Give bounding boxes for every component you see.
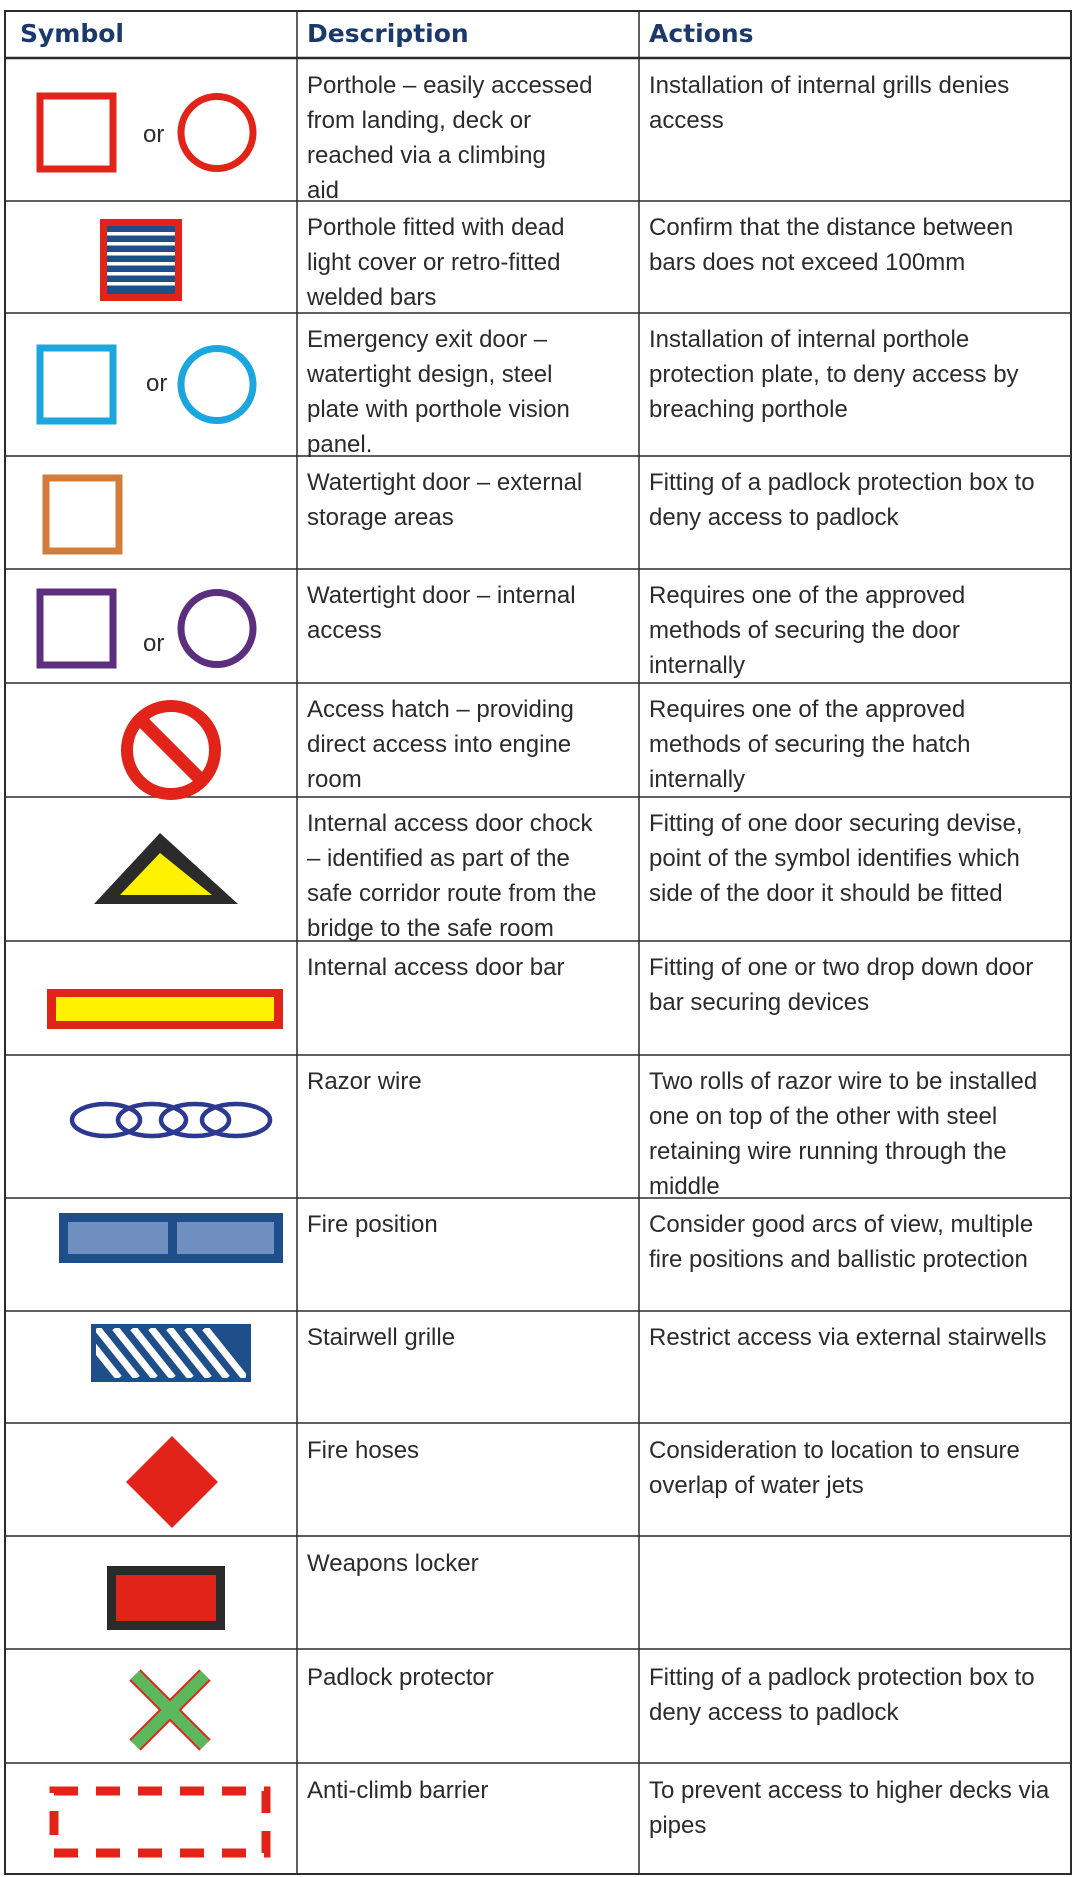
row4-actions: Fitting of a padlock protection box to deny access to padlock <box>649 469 1035 531</box>
razor-wire-icon <box>68 1095 278 1145</box>
row1-description: Porthole – easily accessed from landing, deck or reached via a climbing aid <box>307 72 593 204</box>
row7-actions: Fitting of one door securing devise, point of the symbol identifies which side of the door it should be fitted <box>649 810 1023 907</box>
row13-description: Weapons locker <box>307 1550 479 1577</box>
row9-description: Razor wire <box>307 1068 422 1095</box>
row2-description: Porthole fitted with dead light cover or retro-fitted welded bars <box>307 214 565 311</box>
row7-description: Internal access door chock – identified as part of the safe corridor route from the bridge to the safe room <box>307 810 597 942</box>
watertight-door-external-icon <box>40 472 126 558</box>
door-chock-triangle-icon <box>88 825 248 911</box>
anti-climb-barrier-icon <box>48 1785 278 1861</box>
row4-description: Watertight door – external storage areas <box>307 469 583 531</box>
row11-description: Stairwell grille <box>307 1324 456 1351</box>
row15-description: Anti-climb barrier <box>307 1777 489 1804</box>
row10-description: Fire position <box>307 1211 438 1238</box>
or-label: or <box>143 121 165 148</box>
header-description: Description <box>307 19 469 48</box>
door-bar-icon <box>44 986 286 1032</box>
weapons-locker-icon <box>104 1563 228 1633</box>
row6-description: Access hatch – providing direct access into engine room <box>307 696 574 793</box>
or-label: or <box>143 630 165 657</box>
row8-actions: Fitting of one or two drop down door bar securing devices <box>649 954 1034 1016</box>
row9-actions: Two rolls of razor wire to be installed one on top of the other with steel retaining wire running through the middle <box>649 1068 1038 1200</box>
fire-hoses-diamond-icon <box>124 1434 220 1530</box>
row11-actions: Restrict access via external stairwells <box>649 1324 1047 1351</box>
row1-actions: Installation of internal grills denies access <box>649 72 1010 134</box>
fire-position-icon <box>56 1210 286 1266</box>
row12-actions: Consideration to location to ensure overlap of water jets <box>649 1437 1020 1499</box>
symbol-legend-table <box>4 10 1072 1875</box>
row10-actions: Consider good arcs of view, multiple fire positions and ballistic protection <box>649 1211 1034 1273</box>
row8-description: Internal access door bar <box>307 954 565 981</box>
access-hatch-icon <box>116 695 226 805</box>
row2-actions: Confirm that the distance between bars does not exceed 100mm <box>649 214 1014 276</box>
row3-actions: Installation of internal porthole protection plate, to deny access by breaching porthole <box>649 326 1019 423</box>
dead-light-cover-icon <box>98 217 184 303</box>
padlock-protector-cross-icon <box>127 1667 213 1753</box>
header-actions: Actions <box>649 19 754 48</box>
row14-description: Padlock protector <box>307 1664 494 1691</box>
row14-actions: Fitting of a padlock protection box to deny access to padlock <box>649 1664 1035 1726</box>
row5-actions: Requires one of the approved methods of securing the door internally <box>649 582 966 679</box>
stairwell-grille-icon <box>89 1322 253 1384</box>
row6-actions: Requires one of the approved methods of securing the hatch internally <box>649 696 971 793</box>
row15-actions: To prevent access to higher decks via pipes <box>649 1777 1050 1839</box>
row5-description: Watertight door – internal access <box>307 582 576 644</box>
watertight-door-internal-icon <box>34 584 264 674</box>
or-label: or <box>146 370 168 397</box>
row3-description: Emergency exit door – watertight design, steel plate with porthole vision panel. <box>307 326 570 458</box>
row12-description: Fire hoses <box>307 1437 420 1464</box>
header-symbol: Symbol <box>20 19 124 48</box>
